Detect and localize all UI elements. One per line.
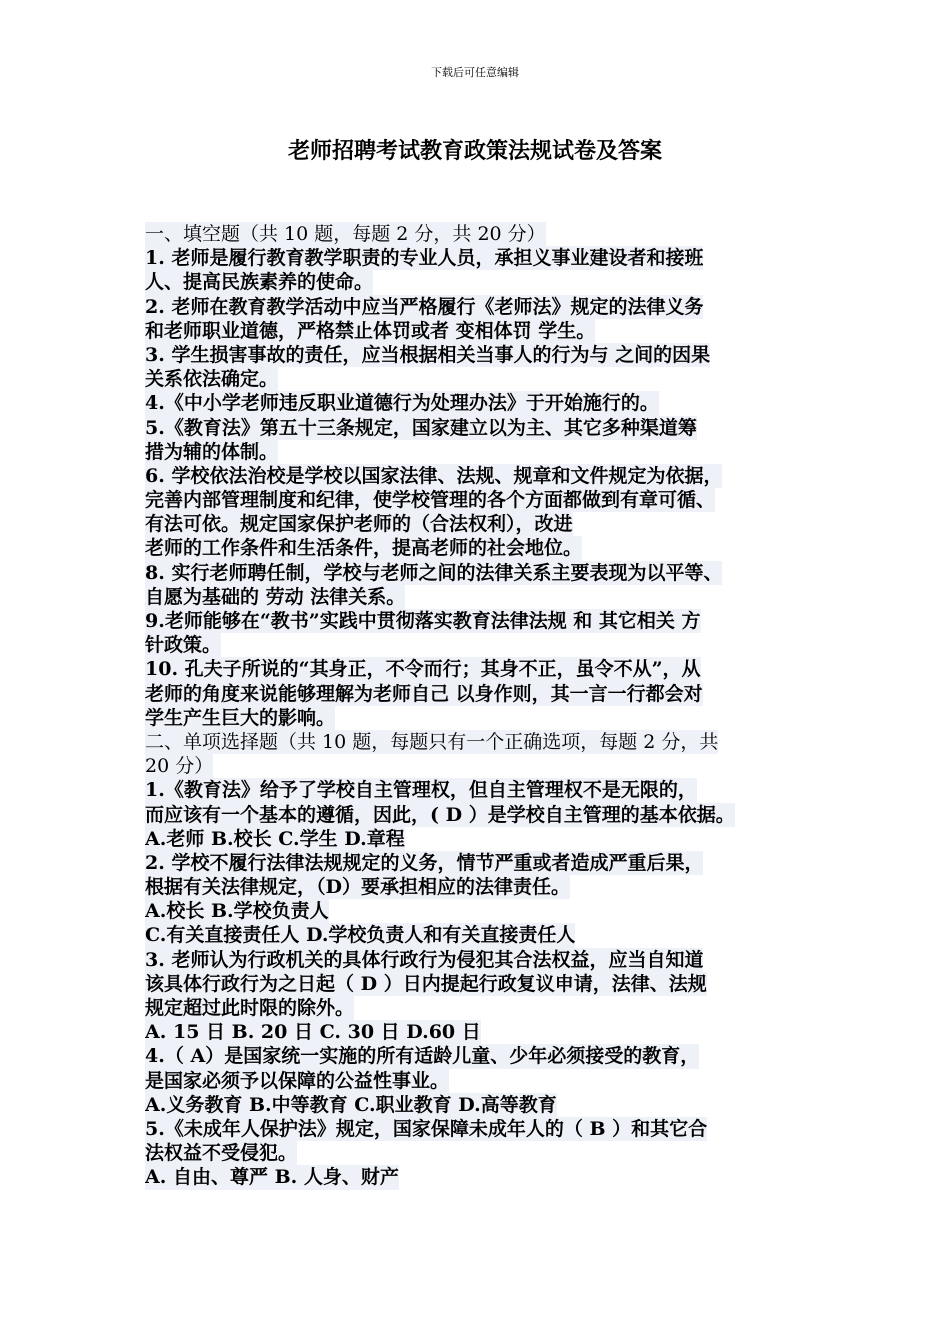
text-line-content: 4.《中小学老师违反职业道德行为处理办法》于开始施行的。: [145, 392, 659, 415]
text-line: [145, 730, 830, 754]
text-line-content: 1. 老师是履行教育教学职责的专业人员，承担义事业建设者和接班: [145, 247, 704, 270]
text-line-content: A.校长 B.学校负责人: [145, 900, 329, 923]
header-note: 下载后可任意编辑: [431, 66, 519, 79]
text-line-content: 3. 老师认为行政机关的具体行政行为侵犯其合法权益，应当自知道: [145, 948, 704, 971]
text-line: [145, 827, 830, 851]
text-line-content: A.老师 B.校长 C.学生 D.章程: [145, 827, 405, 850]
text-line: [145, 416, 830, 440]
text-line: [145, 488, 830, 512]
text-line-content: 5.《未成年人保护法》规定，国家保障未成年人的（ B ）和其它合: [145, 1117, 708, 1140]
text-line-content: 一、填空题（共 10 题，每题 2 分，共 20 分）: [145, 223, 546, 245]
text-line: [145, 440, 830, 464]
text-line-content: 而应该有一个基本的遵循，因此，( D ）是学校自主管理的基本依据。: [145, 803, 735, 826]
text-line: [145, 706, 830, 730]
text-line: [145, 367, 830, 391]
text-line-content: 该具体行政行为之日起（ D ）日内提起行政复议申请，法律、法规: [145, 972, 707, 995]
text-line: [145, 754, 830, 778]
text-line-content: 2. 老师在教育教学活动中应当严格履行《老师法》规定的法律义务: [145, 295, 704, 318]
text-line-content: 二、单项选择题（共 10 题，每题只有一个正确选项，每题 2 分，共: [145, 730, 719, 753]
text-line-content: 和老师职业道德，严格禁止体罚或者 变相体罚 学生。: [145, 319, 596, 342]
text-line-content: 措为辅的体制。: [145, 440, 279, 463]
text-line: [145, 536, 830, 560]
text-line: [145, 512, 830, 536]
text-line-content: 是国家必须予以保障的公益性事业。: [145, 1069, 450, 1092]
text-line-content: A.义务教育 B.中等教育 C.职业教育 D.高等教育: [145, 1093, 557, 1116]
text-line: [145, 295, 830, 319]
text-line: [145, 1093, 830, 1117]
text-line-content: 根据有关法律规定，（D）要承担相应的法律责任。: [145, 876, 570, 899]
text-line: [145, 609, 830, 633]
text-line: [145, 319, 830, 343]
text-line-content: 10. 孔夫子所说的“其身正，不令而行；其身不正，虽令不从”，从: [145, 658, 701, 681]
text-line-content: A. 自由、尊严 B. 人身、财产: [145, 1166, 399, 1189]
text-line-content: 法权益不受侵犯。: [145, 1142, 298, 1165]
text-line-content: 1.《教育法》给予了学校自主管理权，但自主管理权不是无限的，: [145, 779, 697, 802]
text-line: [145, 923, 830, 947]
text-line-content: 针政策。: [145, 634, 222, 657]
text-line: [145, 1020, 830, 1044]
text-line-content: 6. 学校依法治校是学校以国家法律、法规、规章和文件规定为依据，: [145, 464, 723, 487]
text-line: [145, 803, 830, 827]
text-line: [145, 851, 830, 875]
text-line: [145, 561, 830, 585]
text-line: [145, 1044, 830, 1068]
text-line: [145, 222, 830, 246]
text-line: [145, 657, 830, 681]
text-line: [145, 875, 830, 899]
text-line: [145, 270, 830, 294]
text-line: [145, 464, 830, 488]
text-line: [145, 682, 830, 706]
text-line: [145, 1069, 830, 1093]
text-line: [145, 1165, 830, 1189]
text-line: [145, 246, 830, 270]
text-line-content: 人、提高民族素养的使命。: [145, 271, 374, 294]
document-title: 老师招聘考试教育政策法规试卷及答案: [287, 138, 662, 164]
text-line-content: C.有关直接责任人 D.学校负责人和有关直接责任人: [145, 924, 576, 947]
text-line-content: 8. 实行老师聘任制，学校与老师之间的法律关系主要表现为以平等、: [145, 561, 723, 584]
text-line: [145, 1141, 830, 1165]
text-line-content: 4.（ A）是国家统一实施的所有适龄儿童、少年必须接受的教育，: [145, 1045, 700, 1068]
document-body: [145, 222, 830, 1190]
text-line-content: 完善内部管理制度和纪律，使学校管理的各个方面都做到有章可循、: [145, 489, 716, 512]
text-line-content: 学生产生巨大的影响。: [145, 706, 336, 729]
text-line: [145, 996, 830, 1020]
text-line: [145, 778, 830, 802]
text-line: [145, 633, 830, 657]
text-line: [145, 972, 830, 996]
text-line-content: 规定超过此时限的除外。: [145, 997, 355, 1019]
text-line-content: 老师的角度来说能够理解为老师自己 以身作则，其一言一行都会对: [145, 682, 703, 705]
text-line: [145, 948, 830, 972]
text-line-content: 3. 学生损害事故的责任，应当根据相关当事人的行为与 之间的因果: [145, 343, 711, 366]
text-line-content: 5.《教育法》第五十三条规定，国家建立以为主、其它多种渠道筹: [145, 416, 697, 439]
text-line: [145, 585, 830, 609]
text-line-content: 关系依法确定。: [145, 368, 279, 391]
text-line-content: 老师的工作条件和生活条件，提高老师的社会地位。: [145, 537, 583, 560]
text-line-content: 20 分）: [145, 755, 214, 778]
text-line: [145, 1117, 830, 1141]
text-line-content: A. 15 日 B. 20 日 C. 30 日 D.60 日: [145, 1021, 481, 1044]
text-line-content: 有法可依。规定国家保护老师的（合法权利），改进: [145, 513, 573, 536]
text-line-content: 自愿为基础的 劳动 法律关系。: [145, 585, 406, 608]
text-line: [145, 899, 830, 923]
text-line: [145, 391, 830, 415]
text-line-content: 9.老师能够在“教书”实践中贯彻落实教育法律法规 和 其它相关 方: [145, 610, 701, 632]
text-line: [145, 343, 830, 367]
text-line-content: 2. 学校不履行法律法规规定的义务，情节严重或者造成严重后果，: [145, 851, 704, 874]
